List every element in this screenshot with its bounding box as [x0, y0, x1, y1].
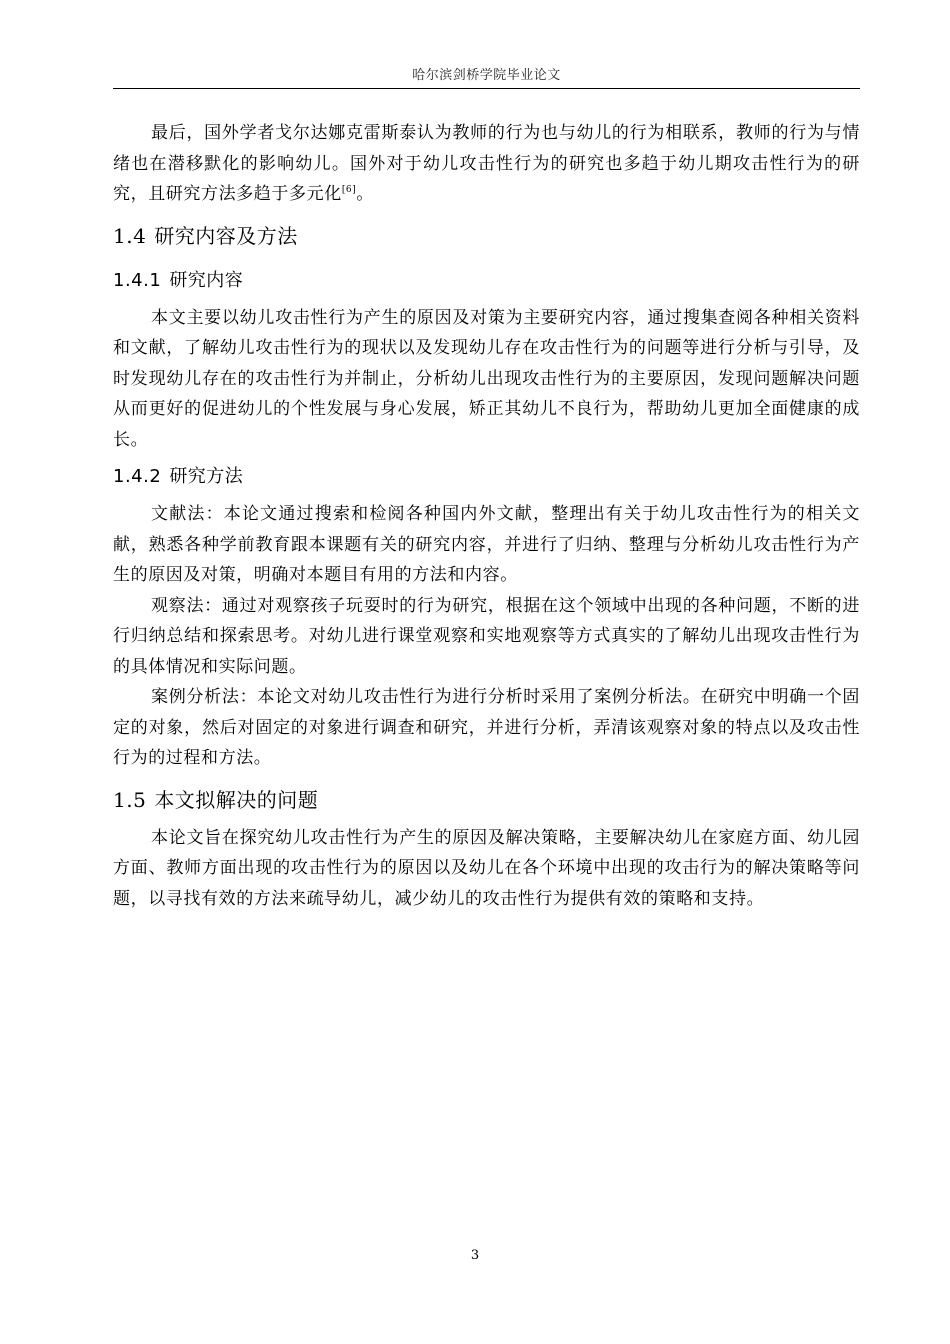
paragraph-intro	[113, 118, 860, 210]
subsection-number: 1.4.1	[113, 269, 162, 291]
subsection-heading-1-4-2	[113, 455, 860, 499]
section-heading-1-5	[113, 777, 860, 823]
paragraph-research-content: 本文主要以幼儿攻击性行为产生的原因及对策为主要研究内容，通过搜集查阅各种相关资料和文献，了解幼儿攻击性行为的现状以及发现幼儿存在攻击性行为的问题等进行分析与引导，及时发现幼儿存在的攻击性行为并制止，分析幼儿出现攻击性行为的主要原因，发现问题解决问题从而更好的促进幼儿的个性发展与身心发展，矫正其幼儿不良行为，帮助幼儿更加全面健康的成长。	[113, 307, 860, 450]
section-title: 研究内容及方法	[154, 223, 298, 248]
paragraph-intro-text: 最后，国外学者戈尔达娜克雷斯泰认为教师的行为也与幼儿的行为相联系，教师的行为与情绪也在潜移默化的影响幼儿。国外对于幼儿攻击性行为的研究也多趋于幼儿期攻击性行为的研究，且研究方法多趋于多元化	[113, 123, 860, 204]
section-number: 1.4	[113, 223, 147, 248]
subsection-title: 研究方法	[169, 466, 244, 487]
paragraph-method-literature: 文献法：本论文通过搜索和检阅各种国内外文献，整理出有关于幼儿攻击性行为的相关文献，熟悉各种学前教育跟本课题有关的研究内容，并进行了归纳、整理与分析幼儿攻击性行为产生的原因及对策，明确对本题目有用的方法和内容。	[113, 504, 860, 585]
section-number: 1.5	[113, 787, 147, 812]
paragraph-intro-end: 。	[356, 184, 374, 204]
page-number: 3	[470, 1248, 480, 1263]
citation-ref: [6]	[341, 185, 357, 195]
section-heading-1-4	[113, 213, 860, 259]
header-divider	[113, 88, 860, 89]
paragraph-method-case: 案例分析法：本论文对幼儿攻击性行为进行分析时采用了案例分析法。在研究中明确一个固定的对象，然后对固定的对象进行调查和研究，并进行分析，弄清该观察对象的特点以及攻击性行为的过程和方法。	[113, 687, 860, 768]
document-body	[113, 118, 860, 914]
paragraph-problems: 本论文旨在探究幼儿攻击性行为产生的原因及解决策略，主要解决幼儿在家庭方面、幼儿园方面、教师方面出现的攻击性行为的原因以及幼儿在各个环境中出现的攻击行为的解决策略等问题，以寻找有效的方法来疏导幼儿，减少幼儿的攻击性行为提供有效的策略和支持。	[113, 827, 860, 909]
subsection-number: 1.4.2	[113, 466, 162, 487]
paragraph-method-observation: 观察法：通过对观察孩子玩耍时的行为研究，根据在这个领域中出现的各种问题，不断的进行归纳总结和探索思考。对幼儿进行课堂观察和实地观察等方式真实的了解幼儿出现攻击性行为的具体情况和实际问题。	[113, 595, 860, 677]
page-header-title: 哈尔滨剑桥学院毕业论文	[412, 68, 561, 83]
section-title: 本文拟解决的问题	[154, 787, 319, 812]
subsection-title: 研究内容	[169, 269, 244, 291]
subsection-heading-1-4-1	[113, 259, 860, 303]
